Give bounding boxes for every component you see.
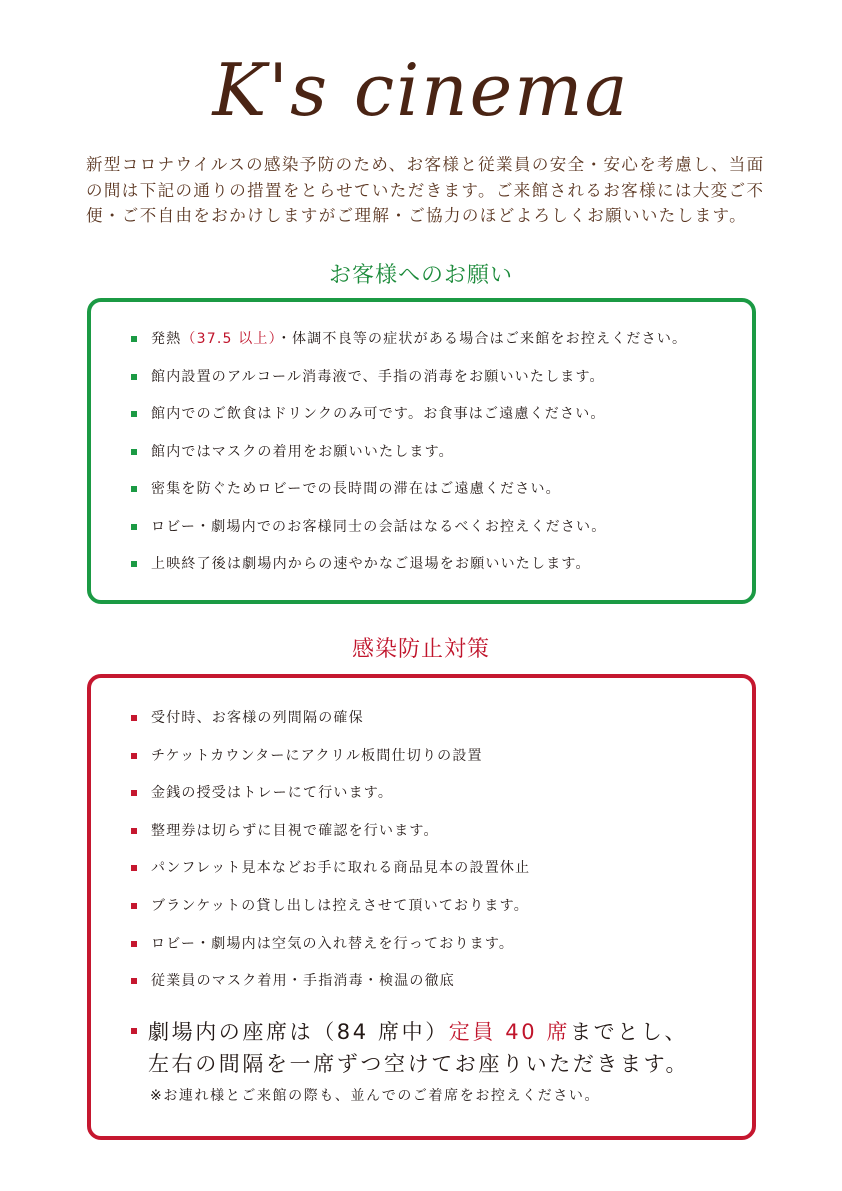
square-bullet-icon bbox=[131, 1028, 137, 1034]
square-bullet-icon bbox=[131, 715, 137, 721]
square-bullet-icon bbox=[131, 790, 137, 796]
list-item: 館内ではマスクの着用をお願いいたします。 bbox=[131, 440, 752, 478]
square-bullet-icon bbox=[131, 411, 137, 417]
square-bullet-icon bbox=[131, 336, 137, 342]
square-bullet-icon bbox=[131, 561, 137, 567]
list-item: ロビー・劇場内は空気の入れ替えを行っております。 bbox=[131, 932, 752, 970]
list-item: 館内設置のアルコール消毒液で、手指の消毒をお願いいたします。 bbox=[131, 365, 752, 403]
square-bullet-icon bbox=[131, 449, 137, 455]
list-item: 金銭の授受はトレーにて行います。 bbox=[131, 781, 752, 819]
seating-note: ※お連れ様とご来館の際も、並んでのご着席をお控えください。 bbox=[150, 1088, 601, 1104]
square-bullet-icon bbox=[131, 374, 137, 380]
list-item: 上映終了後は劇場内からの速やかなご退場をお願いいたします。 bbox=[131, 552, 752, 590]
list-item: 密集を防ぐためロビーでの長時間の滞在はご遠慮ください。 bbox=[131, 477, 752, 515]
temperature-highlight: （37.5 以上） bbox=[181, 331, 277, 347]
cinema-logo: K's cinema bbox=[212, 48, 630, 132]
list-item: 発熱（37.5 以上）・体調不良等の症状がある場合はご来館をお控えください。 bbox=[131, 327, 752, 365]
requests-list bbox=[91, 302, 752, 590]
measures-box bbox=[87, 674, 756, 1140]
list-item: 館内でのご飲食はドリンクのみ可です。お食事はご遠慮ください。 bbox=[131, 402, 752, 440]
requests-box bbox=[87, 298, 756, 604]
seating-notice bbox=[131, 1016, 742, 1110]
list-item: ブランケットの貸し出しは控えさせて頂いております。 bbox=[131, 894, 752, 932]
list-item: 受付時、お客様の列間隔の確保 bbox=[131, 706, 752, 744]
square-bullet-icon bbox=[131, 753, 137, 759]
square-bullet-icon bbox=[131, 978, 137, 984]
list-item: チケットカウンターにアクリル板間仕切りの設置 bbox=[131, 744, 752, 782]
square-bullet-icon bbox=[131, 524, 137, 530]
measures-list bbox=[91, 678, 752, 1007]
square-bullet-icon bbox=[131, 941, 137, 947]
intro-text: 新型コロナウイルスの感染予防のため、お客様と従業員の安全・安心を考慮し、当面の間は下記の通りの措置をとらせていただきます。ご来館されるお客様には大変ご不便・ご不自由をおかけしますがご理解・ご協力のほどよろしくお願いいたします。 bbox=[86, 155, 765, 225]
list-item: ロビー・劇場内でのお客様同士の会話はなるべくお控えください。 bbox=[131, 515, 752, 553]
list-item: 整理券は切らずに目視で確認を行います。 bbox=[131, 819, 752, 857]
square-bullet-icon bbox=[131, 903, 137, 909]
measures-heading: 感染防止対策 bbox=[351, 637, 490, 662]
seating-line-2: 左右の間隔を一席ずつ空けてお座りいただきます。 bbox=[148, 1052, 690, 1076]
capacity-highlight: 定員 40 席 bbox=[448, 1020, 571, 1044]
square-bullet-icon bbox=[131, 865, 137, 871]
seating-line-1: 劇場内の座席は（84 席中）定員 40 席までとし、 bbox=[131, 1016, 742, 1048]
list-item: 従業員のマスク着用・手指消毒・検温の徹底 bbox=[131, 969, 752, 1007]
requests-heading: お客様へのお願い bbox=[328, 263, 513, 288]
square-bullet-icon bbox=[131, 828, 137, 834]
list-item: パンフレット見本などお手に取れる商品見本の設置休止 bbox=[131, 856, 752, 894]
square-bullet-icon bbox=[131, 486, 137, 492]
